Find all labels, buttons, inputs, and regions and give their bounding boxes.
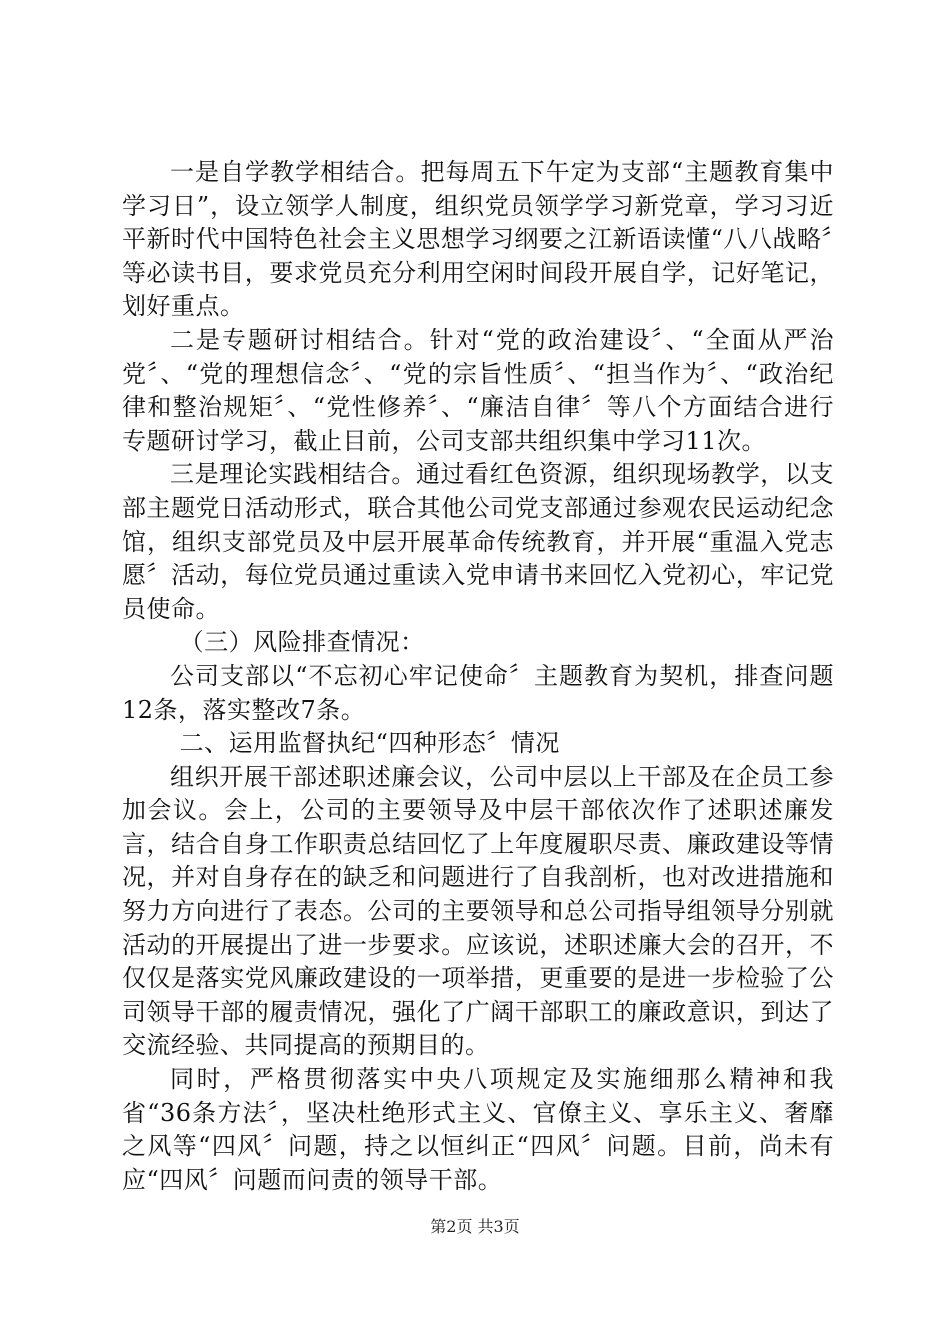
paragraph-theory-practice: 三是理论实践相结合。通过看红色资源，组织现场教学，以支部主题党日活动形式，联合其他公司党支部通过参观农民运动纪念馆，组织支部党员及中层开展革命传统教育，并开展“重温入党志愿〞活动，每位党员通过重读入党申请书来回忆入党初心，牢记党员使命。 — [122, 460, 834, 623]
document-body — [122, 156, 834, 1197]
page-number-footer: 第2页 共3页 — [430, 1217, 520, 1236]
paragraph-risk-check: 公司支部以“不忘初心牢记使命〞主题教育为契机，排查问题12条，落实整改7条。 — [122, 661, 834, 724]
section-heading-risk-check: （三）风险排查情况： — [179, 628, 425, 657]
paragraph-topic-seminar: 二是专题研讨相结合。针对“党的政治建设〞、“全面从严治党〞、“党的理想信念〞、“党的宗旨性质〞、“担当作为〞、“政治纪律和整治规矩〞、“党性修养〞、“廉洁自律〞等八个方面结合进行专题研讨学习，截止目前，公司支部共组织集中学习11次。 — [122, 325, 834, 455]
paragraph-self-study: 一是自学教学相结合。把每周五下午定为支部“主题教育集中学习日”，设立领学人制度，组织党员领学学习新党章，学习习近平新时代中国特色社会主义思想学习纲要之江新语读懂“八八战略〞等必读书目，要求党员充分利用空闲时间段开展自学，记好笔记，划好重点。 — [122, 158, 834, 321]
paragraph-debriefing-meeting: 组织开展干部述职述廉会议，公司中层以上干部及在企员工参加会议。会上，公司的主要领导及中层干部依次作了述职述廉发言，结合自身工作职责总结回忆了上年度履职尽责、廉政建设等情况，并对自身存在的缺乏和问题进行了自我剖析，也对改进措施和努力方向进行了表态。公司的主要领导和总公司指导组领导分别就活动的开展提出了进一步要求。应该说，述职述廉大会的召开，不仅仅是落实党风廉政建设的一项举措，更重要的是进一步检验了公司领导干部的履责情况，强化了广阔干部职工的廉政意识，到达了交流经验、共同提高的预期目的。 — [122, 762, 834, 1060]
paragraph-eight-rules: 同时，严格贯彻落实中央八项规定及实施细那么精神和我省“36条方法〞，坚决杜绝形式主义、官僚主义、享乐主义、奢靡之风等“四风〞问题，持之以恒纠正“四风〞问题。目前，尚未有应“四风〞问题而问责的领导干部。 — [122, 1065, 834, 1194]
section-heading-four-forms: 二、运用监督执纪“四种形态〞情况 — [179, 729, 560, 758]
